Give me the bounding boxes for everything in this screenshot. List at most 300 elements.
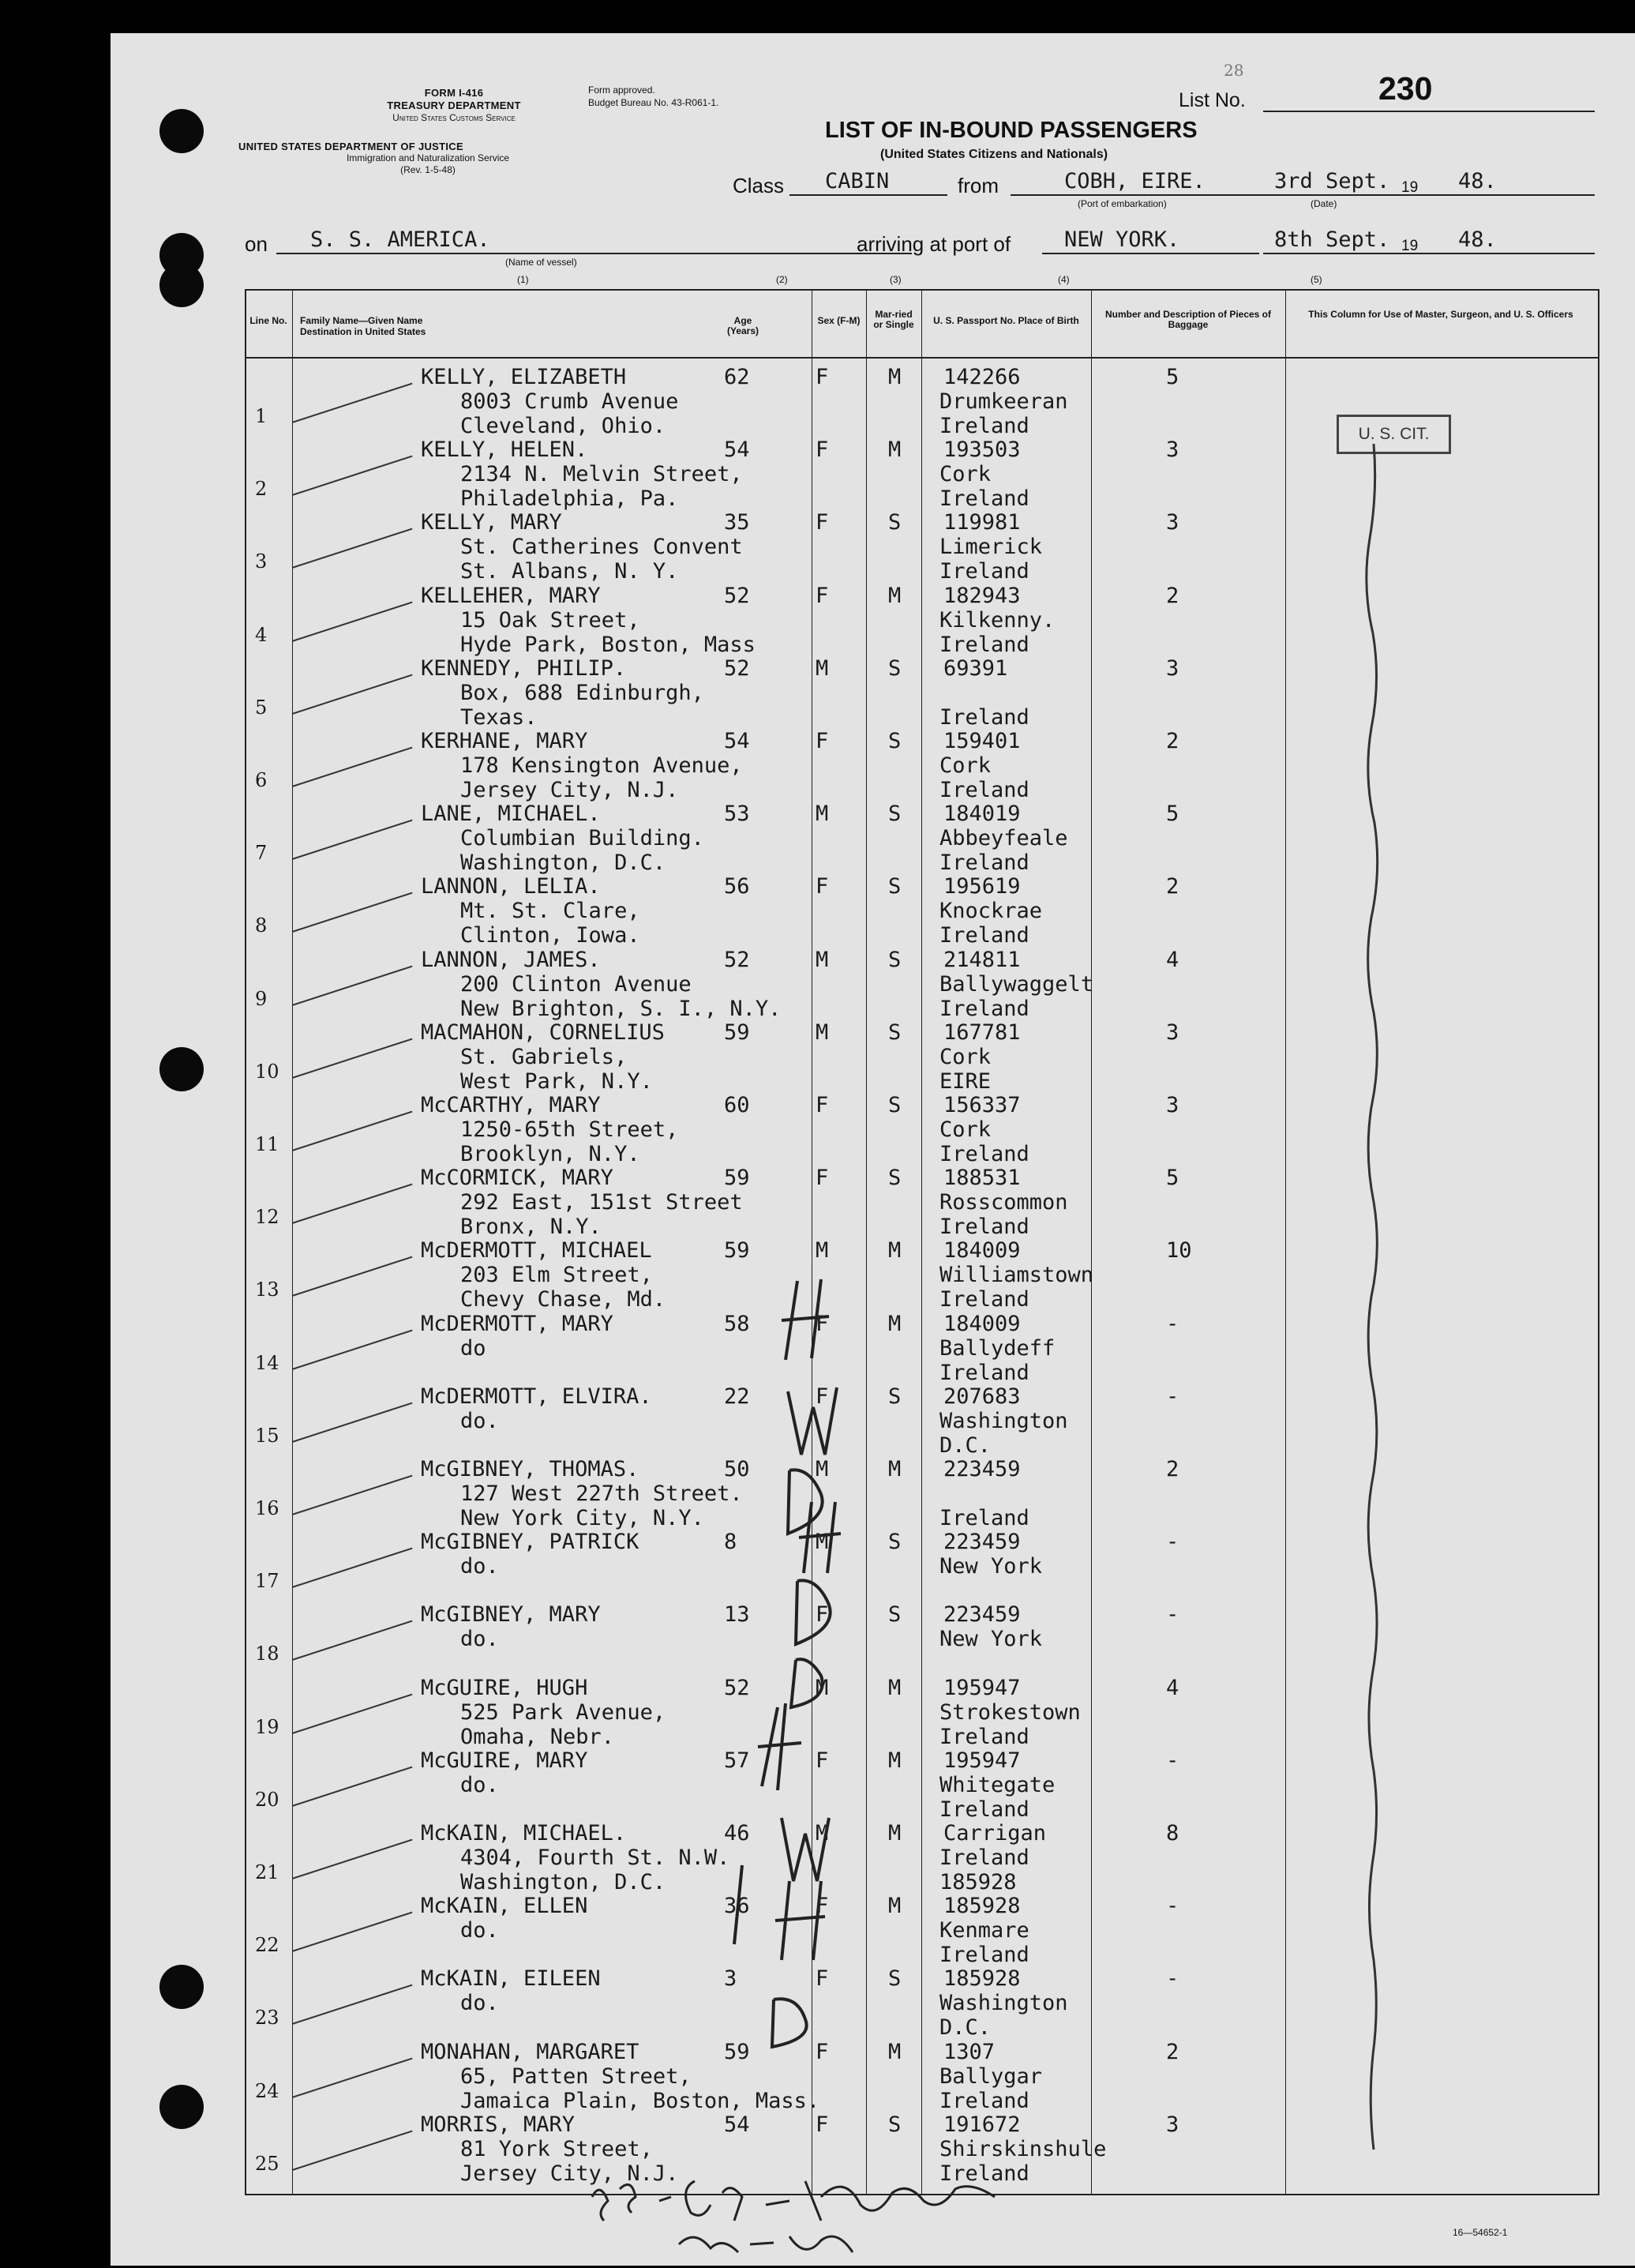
- passenger-name: McDERMOTT, MARY: [421, 1311, 613, 1336]
- col-num-2: (2): [776, 274, 788, 285]
- age: 36: [724, 1894, 750, 1919]
- class-line: [789, 194, 947, 196]
- form-number: FORM I-416: [424, 87, 484, 99]
- check-stroke: [292, 1912, 413, 1952]
- passport-number: 188531: [943, 1166, 1021, 1191]
- birth-place: Whitegate: [939, 1772, 1056, 1797]
- arrival-port-line: [1042, 253, 1259, 254]
- birth-country: Ireland: [939, 1287, 1029, 1312]
- birth-country: Ireland: [939, 2161, 1029, 2186]
- list-no-line: [1263, 111, 1595, 112]
- passport-number: 185928: [943, 1966, 1021, 1992]
- sex: M: [816, 1675, 829, 1700]
- passport-number: 119981: [943, 510, 1021, 535]
- check-stroke: [292, 1984, 413, 2025]
- arrival-date-line: [1263, 253, 1595, 254]
- birth-place: Limerick: [939, 535, 1043, 560]
- passport-number: 167781: [943, 1019, 1021, 1045]
- age: 59: [724, 1238, 750, 1264]
- address-line-2: Washington, D.C.: [460, 1870, 666, 1894]
- birth-country: Ireland: [939, 559, 1029, 584]
- departure-date: 3rd Sept.: [1274, 169, 1390, 193]
- passport-number: 223459: [943, 1530, 1021, 1555]
- birth-place: New York: [939, 1554, 1043, 1579]
- passport-number: 156337: [943, 1093, 1021, 1117]
- birth-country: Ireland: [939, 2088, 1029, 2113]
- marital-status: S: [888, 947, 902, 972]
- age: 60: [724, 1093, 750, 1117]
- address-line-1: Columbian Building.: [460, 826, 704, 851]
- age: 53: [724, 802, 750, 827]
- line-number: 6: [255, 769, 268, 791]
- line-number: 10: [255, 1060, 279, 1083]
- passenger-name: MORRIS, MARY: [421, 2112, 576, 2137]
- sex: F: [816, 1748, 829, 1773]
- baggage-count: 10: [1166, 1238, 1192, 1264]
- table-row: [111, 795, 1635, 876]
- check-stroke: [292, 820, 413, 860]
- birth-country: Ireland: [939, 1943, 1029, 1968]
- marital-status: M: [888, 1894, 902, 1919]
- check-stroke: [292, 2057, 413, 2097]
- check-stroke: [292, 1184, 413, 1224]
- birth-place: Kilkenny.: [939, 607, 1056, 633]
- table-row: [111, 941, 1635, 1021]
- age: 58: [724, 1311, 750, 1336]
- baggage-count: -: [1166, 1894, 1179, 1919]
- header-sex: Sex (F-M): [817, 315, 861, 326]
- address-line-1: 15 Oak Street,: [460, 607, 640, 633]
- sex: M: [816, 947, 829, 972]
- age: 46: [724, 1821, 750, 1846]
- check-stroke: [292, 456, 413, 496]
- header-name: Family Name—Given Name: [300, 315, 423, 326]
- table-row: [111, 868, 1635, 948]
- sex: F: [816, 510, 829, 535]
- class-value: CABIN: [825, 169, 890, 193]
- marital-status: M: [888, 1457, 902, 1481]
- line-number: 9: [255, 987, 268, 1010]
- baggage-count: -: [1166, 1530, 1179, 1555]
- address-line-1: 1250-65th Street,: [460, 1117, 679, 1142]
- passenger-name: LANNON, LELIA.: [421, 874, 601, 899]
- sex: M: [816, 1821, 829, 1846]
- address-line-2: Chevy Chase, Md.: [460, 1287, 666, 1312]
- line-number: 21: [255, 1861, 279, 1883]
- header-officers: This Column for Use of Master, Surgeon, and U. S. Officers: [1308, 309, 1573, 320]
- baggage-count: 2: [1166, 2039, 1179, 2064]
- approved-label: Form approved.: [588, 84, 655, 96]
- birth-country: Ireland: [939, 704, 1029, 730]
- check-stroke: [292, 1839, 413, 1879]
- age: 59: [724, 1166, 750, 1191]
- birth-place: Strokestown: [939, 1699, 1081, 1725]
- birth-place: Kenmare: [939, 1918, 1029, 1943]
- arrival-date: 8th Sept.: [1274, 227, 1390, 252]
- manifest-page: [111, 33, 1635, 2266]
- col-num-1: (1): [517, 274, 529, 285]
- age: 8: [724, 1530, 737, 1555]
- address-line-1: do.: [460, 1408, 499, 1433]
- baggage-count: 8: [1166, 1821, 1179, 1846]
- address-line-2: Omaha, Nebr.: [460, 1724, 615, 1749]
- address-line-1: 65, Patten Street,: [460, 2063, 692, 2089]
- passport-number: 195947: [943, 1748, 1021, 1773]
- birth-country: Ireland: [939, 1142, 1029, 1166]
- birth-place: Cork: [939, 1044, 992, 1069]
- baggage-count: 3: [1166, 437, 1179, 463]
- birth-place: Drumkeeran: [939, 389, 1068, 414]
- table-row: [111, 650, 1635, 730]
- passenger-name: KENNEDY, PHILIP.: [421, 655, 627, 681]
- birth-place: Washington: [939, 1408, 1068, 1433]
- table-row: [111, 723, 1635, 802]
- passport-number: 159401: [943, 729, 1021, 753]
- sex: F: [816, 2112, 829, 2137]
- date-line: [1263, 194, 1595, 196]
- line-number: 8: [255, 914, 268, 937]
- passport-number: 195947: [943, 1675, 1021, 1700]
- birth-country: EIRE: [939, 1068, 992, 1094]
- check-stroke: [292, 1256, 413, 1297]
- marital-status: S: [888, 655, 902, 681]
- marital-status: M: [888, 365, 902, 389]
- justice-label: UNITED STATES DEPARTMENT OF JUSTICE: [238, 141, 463, 152]
- sex: F: [816, 1384, 829, 1409]
- baggage-count: 3: [1166, 1019, 1179, 1045]
- baggage-count: 4: [1166, 1675, 1179, 1700]
- check-stroke: [292, 1620, 413, 1661]
- arrival-year-prefix: 19: [1401, 238, 1419, 254]
- line-number: 1: [255, 405, 268, 427]
- header-passport: U. S. Passport No. Place of Birth: [933, 315, 1079, 326]
- passport-number: 191672: [943, 2112, 1021, 2137]
- age: 52: [724, 583, 750, 608]
- address-line-2: Philadelphia, Pa.: [460, 486, 679, 512]
- address-line-1: Box, 688 Edinburgh,: [460, 680, 704, 705]
- line-number: 14: [255, 1351, 279, 1374]
- marital-status: S: [888, 1093, 902, 1117]
- age: 56: [724, 874, 750, 899]
- line-number: 17: [255, 1570, 279, 1593]
- check-stroke: [292, 601, 413, 641]
- check-stroke: [292, 1111, 413, 1151]
- address-line-2: Bronx, N.Y.: [460, 1215, 602, 1240]
- address-line-2: Brooklyn, N.Y.: [460, 1142, 640, 1166]
- marital-status: S: [888, 802, 902, 827]
- ditto-wavy-line: [1362, 444, 1386, 2221]
- birth-place: New York: [939, 1627, 1043, 1652]
- marital-status: M: [888, 1311, 902, 1336]
- address-line-1: 525 Park Avenue,: [460, 1699, 666, 1725]
- birth-country: Ireland: [939, 1215, 1029, 1240]
- age: 57: [724, 1748, 750, 1773]
- marital-status: S: [888, 1530, 902, 1555]
- table-row: [111, 504, 1635, 584]
- arriving-label: arriving at port of: [857, 232, 1011, 256]
- baggage-count: 3: [1166, 655, 1179, 681]
- sex: F: [816, 1311, 829, 1336]
- sex: F: [816, 1093, 829, 1117]
- birth-country: Ireland: [939, 414, 1029, 438]
- check-stroke: [292, 528, 413, 569]
- on-label: on: [245, 232, 268, 256]
- col-num-5: (5): [1311, 274, 1322, 285]
- marital-status: S: [888, 1602, 902, 1628]
- baggage-count: 3: [1166, 510, 1179, 535]
- address-line-1: 4304, Fourth St. N.W.: [460, 1846, 730, 1870]
- embarkation-port: COBH, EIRE.: [1064, 169, 1206, 193]
- birth-place: Ballydeff: [939, 1335, 1056, 1361]
- sex: F: [816, 2039, 829, 2064]
- address-line-2: Jersey City, N.J.: [460, 2161, 679, 2186]
- marital-status: S: [888, 729, 902, 753]
- header-line-no: Line No.: [249, 315, 287, 326]
- passport-number: 69391: [943, 655, 1008, 681]
- birth-country: Ireland: [939, 923, 1029, 948]
- vessel-name: S. S. AMERICA.: [310, 227, 490, 252]
- age: 52: [724, 947, 750, 972]
- birth-country: Ireland: [939, 1724, 1029, 1749]
- birth-country: Ireland: [939, 850, 1029, 876]
- passenger-name: KELLEHER, MARY: [421, 583, 601, 608]
- address-line-1: 81 York Street,: [460, 2136, 653, 2161]
- line-number: 4: [255, 623, 268, 646]
- check-stroke: [292, 1766, 413, 1806]
- address-line-2: New Brighton, S. I., N.Y.: [460, 996, 782, 1021]
- sex: F: [816, 1966, 829, 1992]
- address-line-2: Texas.: [460, 704, 538, 730]
- footer-code: 16—54652-1: [1453, 2227, 1508, 2238]
- table-row: [111, 1159, 1635, 1240]
- passenger-name: McGIBNEY, MARY: [421, 1602, 601, 1628]
- from-label: from: [958, 174, 999, 197]
- address-line-2: West Park, N.Y.: [460, 1068, 653, 1094]
- baggage-count: 2: [1166, 874, 1179, 899]
- marital-status: S: [888, 1019, 902, 1045]
- address-line-2: St. Albans, N. Y.: [460, 559, 679, 584]
- passenger-name: McCORMICK, MARY: [421, 1166, 613, 1191]
- passenger-name: McDERMOTT, ELVIRA.: [421, 1384, 652, 1409]
- birth-country: Ireland: [939, 632, 1029, 657]
- marital-status: M: [888, 1675, 902, 1700]
- passport-number: 193503: [943, 437, 1021, 463]
- baggage-count: -: [1166, 1748, 1179, 1773]
- list-number: 230: [1378, 70, 1433, 107]
- age: 54: [724, 437, 750, 463]
- passenger-name: McDERMOTT, MICHAEL: [421, 1238, 652, 1264]
- age: 3: [724, 1966, 737, 1992]
- passport-number: Carrigan: [943, 1821, 1047, 1846]
- departure-year: 48.: [1458, 169, 1497, 193]
- age: 59: [724, 2039, 750, 2064]
- check-stroke: [292, 1038, 413, 1078]
- line-number: 23: [255, 2007, 279, 2030]
- customs-label: United States Customs Service: [392, 112, 516, 123]
- line-number: 12: [255, 1206, 279, 1229]
- header-destination: Destination in United States: [300, 326, 426, 337]
- page-subtitle: (United States Citizens and Nationals): [880, 148, 1108, 161]
- line-number: 24: [255, 2079, 279, 2102]
- check-stroke: [292, 1329, 413, 1369]
- sex: F: [816, 1894, 829, 1919]
- age: 13: [724, 1602, 750, 1628]
- passenger-name: LANE, MICHAEL.: [421, 802, 601, 827]
- check-stroke: [292, 1402, 413, 1442]
- sex: M: [816, 1238, 829, 1264]
- sex: M: [816, 802, 829, 827]
- birth-place: Rosscommon: [939, 1190, 1068, 1215]
- departure-year-prefix: 19: [1401, 179, 1419, 196]
- passport-number: 223459: [943, 1602, 1021, 1628]
- sex: F: [816, 729, 829, 753]
- baggage-count: 2: [1166, 1457, 1179, 1481]
- table-row: [111, 577, 1635, 657]
- passenger-name: McGIBNEY, THOMAS.: [421, 1457, 639, 1481]
- address-line-1: do.: [460, 1627, 499, 1652]
- age: 54: [724, 729, 750, 753]
- age: 52: [724, 655, 750, 681]
- address-line-1: 178 Kensington Avenue,: [460, 753, 743, 778]
- passport-number: 223459: [943, 1457, 1021, 1481]
- birth-place: Washington: [939, 1991, 1068, 2016]
- address-line-1: do.: [460, 1554, 499, 1579]
- baggage-count: 4: [1166, 947, 1179, 972]
- table-row: [111, 1087, 1635, 1166]
- check-stroke: [292, 1693, 413, 1733]
- address-line-1: 292 East, 151st Street: [460, 1190, 743, 1215]
- age: 22: [724, 1384, 750, 1409]
- list-no-label: List No.: [1179, 89, 1246, 111]
- marital-status: M: [888, 1238, 902, 1264]
- header-baggage: Number and Description of Pieces of Baggage: [1104, 309, 1272, 330]
- line-number: 11: [255, 1133, 279, 1155]
- sex: M: [816, 1019, 829, 1045]
- baggage-count: -: [1166, 1311, 1179, 1336]
- marital-status: S: [888, 874, 902, 899]
- address-line-2: New York City, N.Y.: [460, 1506, 704, 1530]
- passport-number: 185928: [943, 1894, 1021, 1919]
- us-citizen-stamp: U. S. CIT.: [1337, 415, 1451, 454]
- birth-place: Cork: [939, 753, 992, 778]
- check-stroke: [292, 674, 413, 714]
- sex: M: [816, 655, 829, 681]
- birth-place: Shirskinshule: [939, 2136, 1107, 2161]
- birth-country: Ireland: [939, 778, 1029, 802]
- passenger-name: KELLY, HELEN.: [421, 437, 588, 463]
- baggage-count: 5: [1166, 1166, 1179, 1191]
- passport-number: 207683: [943, 1384, 1021, 1409]
- marital-status: M: [888, 2039, 902, 2064]
- age: 54: [724, 2112, 750, 2137]
- marital-status: S: [888, 1166, 902, 1191]
- embarkation-caption: (Port of embarkation): [1078, 198, 1167, 209]
- col-num-4: (4): [1058, 274, 1070, 285]
- marital-status: M: [888, 1821, 902, 1846]
- budget-label: Budget Bureau No. 43-R061-1.: [588, 97, 719, 108]
- sex: F: [816, 1602, 829, 1628]
- passenger-name: McGIBNEY, PATRICK: [421, 1530, 639, 1555]
- check-stroke: [292, 2130, 413, 2170]
- baggage-count: -: [1166, 1966, 1179, 1992]
- line-number: 2: [255, 478, 268, 501]
- passenger-name: McKAIN, ELLEN: [421, 1894, 588, 1919]
- baggage-count: 5: [1166, 365, 1179, 389]
- passport-number: 1307: [943, 2039, 996, 2064]
- passenger-name: KELLY, ELIZABETH: [421, 365, 627, 389]
- address-line-2: Jersey City, N.J.: [460, 778, 679, 802]
- passport-number: 182943: [943, 583, 1021, 608]
- passenger-name: McKAIN, MICHAEL.: [421, 1821, 627, 1846]
- binder-hole: [159, 109, 204, 153]
- address-line-1: 2134 N. Melvin Street,: [460, 462, 743, 487]
- check-stroke: [292, 747, 413, 787]
- line-number: 7: [255, 842, 268, 865]
- passport-number: 214811: [943, 947, 1021, 972]
- passenger-name: McCARTHY, MARY: [421, 1093, 601, 1117]
- address-line-1: do: [460, 1335, 486, 1361]
- address-line-2: Hyde Park, Boston, Mass: [460, 632, 756, 657]
- marital-status: S: [888, 2112, 902, 2137]
- birth-country: D.C.: [939, 2015, 992, 2041]
- address-line-1: 203 Elm Street,: [460, 1263, 653, 1288]
- baggage-count: 3: [1166, 1093, 1179, 1117]
- marital-status: M: [888, 437, 902, 463]
- check-stroke: [292, 1548, 413, 1588]
- age: 59: [724, 1019, 750, 1045]
- passport-number: 184009: [943, 1238, 1021, 1264]
- birth-place: Abbeyfeale: [939, 826, 1068, 851]
- pencil-number: 28: [1224, 61, 1244, 80]
- age: 52: [724, 1675, 750, 1700]
- baggage-count: 3: [1166, 2112, 1179, 2137]
- sex: F: [816, 437, 829, 463]
- address-line-2: Clinton, Iowa.: [460, 923, 640, 948]
- header-age: Age (Years): [726, 315, 759, 336]
- baggage-count: 2: [1166, 729, 1179, 753]
- birth-country: 185928: [939, 1870, 1017, 1894]
- revision-label: (Rev. 1-5-48): [400, 164, 456, 175]
- birth-place: Williamstown: [939, 1263, 1094, 1288]
- passenger-name: McKAIN, EILEEN: [421, 1966, 601, 1992]
- address-line-1: 200 Clinton Avenue: [460, 971, 692, 997]
- passport-number: 184019: [943, 802, 1021, 827]
- line-number: 16: [255, 1497, 279, 1519]
- marital-status: M: [888, 1748, 902, 1773]
- binder-hole: [159, 2085, 204, 2129]
- passenger-name: KERHANE, MARY: [421, 729, 588, 753]
- address-line-2: Jamaica Plain, Boston, Mass.: [460, 2088, 820, 2113]
- address-line-1: do.: [460, 1918, 499, 1943]
- line-number: 25: [255, 2152, 279, 2175]
- passport-number: 184009: [943, 1311, 1021, 1336]
- arrival-year: 48.: [1458, 227, 1497, 252]
- family-relation-marks: [726, 1265, 884, 2055]
- baggage-count: -: [1166, 1384, 1179, 1409]
- birth-place: Ballygar: [939, 2063, 1043, 2089]
- class-label: Class: [733, 174, 785, 197]
- sex: F: [816, 874, 829, 899]
- birth-place: Cork: [939, 462, 992, 487]
- binder-hole: [159, 263, 204, 307]
- birth-country: D.C.: [939, 1433, 992, 1458]
- address-line-1: St. Catherines Convent: [460, 535, 743, 560]
- check-stroke: [292, 1475, 413, 1515]
- address-line-1: do.: [460, 1991, 499, 2016]
- line-number: 3: [255, 550, 268, 573]
- vessel-line: [276, 253, 912, 254]
- passenger-name: McGUIRE, HUGH: [421, 1675, 588, 1700]
